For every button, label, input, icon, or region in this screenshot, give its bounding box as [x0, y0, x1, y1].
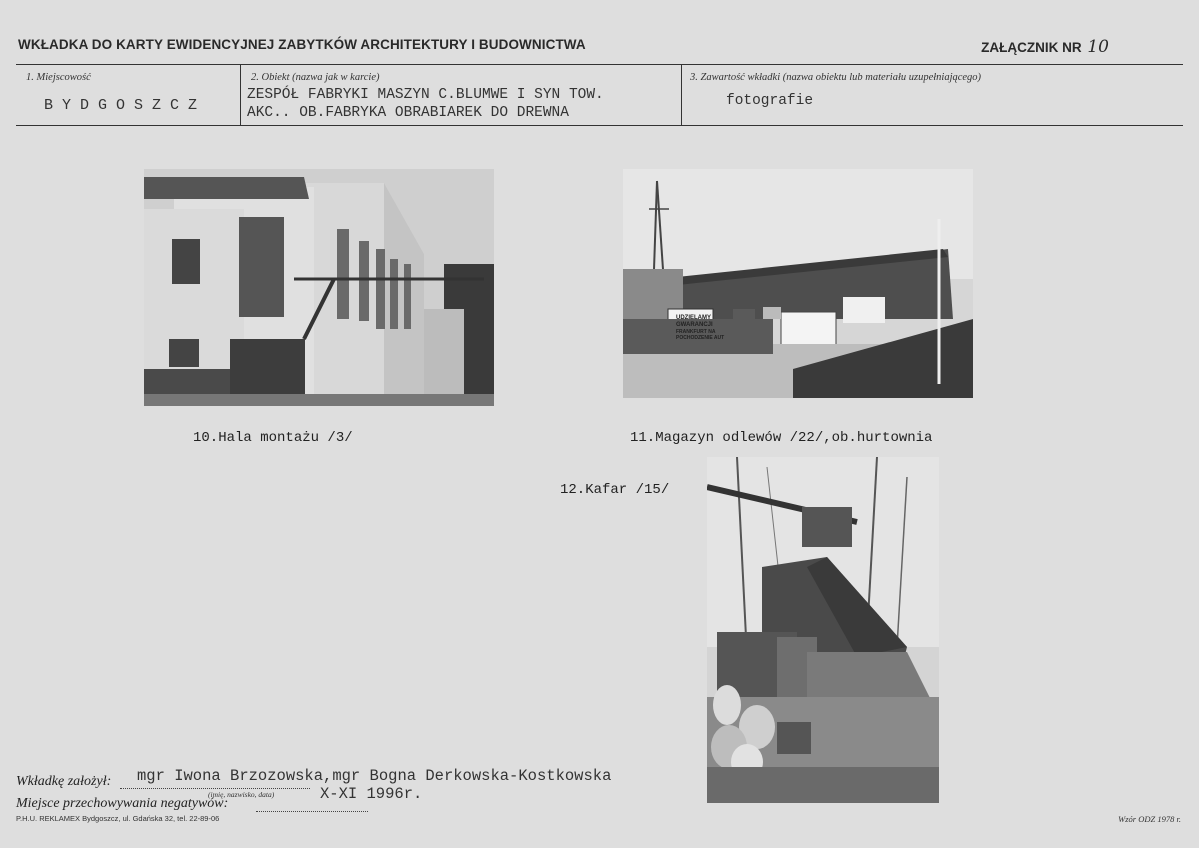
- assembly-hall-image: [144, 169, 494, 406]
- founded-dots: [120, 788, 310, 789]
- caption-photo-12: 12.Kafar /15/: [560, 482, 670, 498]
- annex-label-text: ZAŁĄCZNIK NR: [981, 40, 1082, 55]
- sign-line-3: FRANKFURT NA: [676, 329, 716, 335]
- object-label: 2. Obiekt (nazwa jak w karcie): [251, 72, 380, 83]
- founded-label: Wkładkę założył:: [16, 774, 112, 789]
- header-form: [16, 64, 1183, 126]
- founded-value: mgr Iwona Brzozowska,mgr Bogna Derkowska-Kostkowska: [137, 767, 612, 785]
- caption-photo-10: 10.Hala montażu /3/: [193, 430, 353, 446]
- form-pattern: Wzór ODZ 1978 r.: [1118, 814, 1181, 824]
- photo-castings-warehouse: [623, 169, 973, 398]
- contents-cell: [681, 65, 1184, 125]
- date-value: X-XI 1996r.: [320, 785, 423, 803]
- locality-cell: [16, 65, 240, 125]
- locality-label: 1. Miejscowość: [26, 72, 91, 83]
- storage-dots: [256, 811, 368, 812]
- annex-label: [981, 37, 1109, 57]
- sign-line-1: UDZIELAMY: [676, 315, 711, 321]
- pile-driver-image: [707, 457, 939, 803]
- object-cell: [240, 65, 682, 125]
- sign-line-2: GWARANCJI: [676, 322, 713, 328]
- printer-imprint: P.H.U. REKLAMEX Bydgoszcz, ul. Gdańska 32, tel. 22-89-06: [16, 814, 220, 823]
- photo-assembly-hall: [144, 169, 494, 406]
- photo-pile-driver: [707, 457, 939, 803]
- castings-warehouse-image: [623, 169, 973, 398]
- storage-label: Miejsce przechowywania negatywów:: [16, 796, 229, 811]
- object-line-2: AKC.. OB.FABRYKA OBRABIAREK DO DREWNA: [247, 105, 569, 121]
- sign-line-4: POCHODZENIE AUT: [676, 335, 725, 341]
- annex-number: 10: [1087, 37, 1109, 57]
- object-line-1: ZESPÓŁ FABRYKI MASZYN C.BLUMWE I SYN TOW.: [247, 87, 604, 103]
- locality-value: B Y D G O S Z C Z: [44, 97, 198, 114]
- contents-value: fotografie: [726, 93, 814, 109]
- founded-hint: (imię, nazwisko, data): [208, 790, 275, 799]
- card-title: WKŁADKA DO KARTY EWIDENCYJNEJ ZABYTKÓW ARCHITEKTURY I BUDOWNICTWA: [18, 37, 586, 52]
- contents-label: 3. Zawartość wkładki (nazwa obiektu lub materiału uzupełniającego): [690, 72, 982, 83]
- caption-photo-11: 11.Magazyn odlewów /22/,ob.hurtownia: [630, 430, 933, 446]
